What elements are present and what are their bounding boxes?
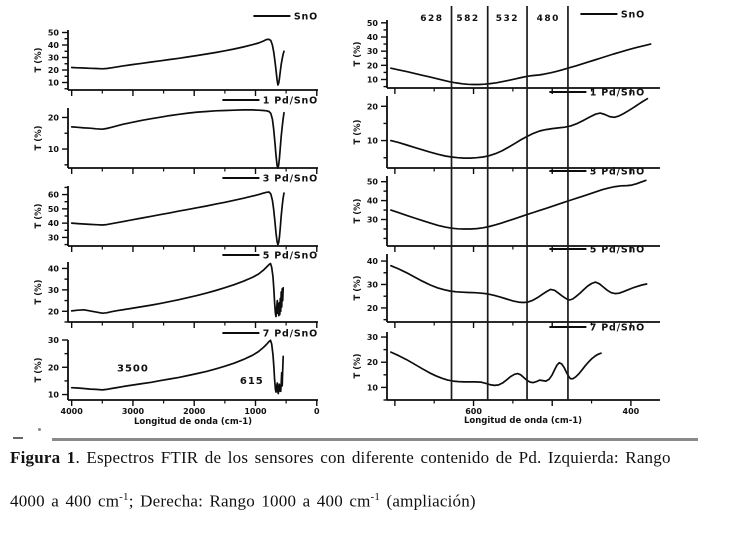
- y-tick-label: 50: [47, 28, 59, 38]
- x-tick-label: 2000: [183, 407, 206, 416]
- y-axis-title: T (%): [353, 353, 363, 379]
- y-tick-label: 30: [47, 53, 59, 63]
- y-tick-label: 10: [47, 390, 59, 400]
- legend-label: 7 Pd/SnO: [262, 328, 318, 340]
- y-axis-title: T (%): [34, 125, 44, 151]
- y-tick-label: 30: [366, 215, 378, 225]
- caption-line: Figura 1. Espectros FTIR de los sensores con diferente contenido de Pd. Izquierda: Rango: [10, 448, 671, 467]
- y-tick-label: 20: [47, 113, 59, 123]
- panel-left-3: [34, 174, 318, 253]
- spectrum-curve-left-1: [72, 39, 284, 85]
- caption-line: 4000 a 400 $cm^{-1}$; Derecha: Rango 1000 a 400 $cm^{-1}$ (ampliación): [10, 491, 476, 511]
- legend-label: 3 Pd/SnO: [262, 173, 318, 185]
- panel-right-2: [353, 88, 660, 175]
- peak-annotation: 3500: [117, 363, 149, 375]
- y-tick-label: 50: [47, 204, 59, 214]
- vline-label: 628: [420, 14, 444, 24]
- y-axis-title: T (%): [34, 279, 44, 305]
- legend-label: 5 Pd/SnO: [589, 244, 645, 256]
- x-tick-label: 4000: [60, 407, 83, 416]
- y-tick-label: 10: [366, 75, 378, 85]
- legend-label: 1 Pd/SnO: [589, 87, 645, 99]
- spectrum-curve-right-4: [391, 266, 647, 303]
- panel-right-3: [353, 167, 660, 253]
- y-tick-label: 10: [47, 78, 59, 88]
- y-tick-label: 50: [366, 177, 378, 187]
- x-tick-label: 400: [622, 407, 640, 416]
- y-tick-label: 30: [366, 280, 378, 290]
- x-axis-title: Longitud de onda (cm-1): [133, 417, 253, 427]
- y-axis-title: T (%): [353, 198, 363, 224]
- y-tick-label: 20: [366, 358, 378, 368]
- y-tick-label: 20: [366, 102, 378, 112]
- x-tick-label: 1000: [244, 407, 267, 416]
- panel-left-1: [34, 12, 318, 97]
- figure-caption-divider: [52, 438, 698, 441]
- y-tick-label: 40: [366, 257, 378, 267]
- legend-label: SnO: [620, 9, 645, 21]
- y-axis-title: T (%): [34, 203, 44, 229]
- column-right: [353, 6, 660, 426]
- y-axis-title: T (%): [34, 47, 44, 73]
- spectrum-curve-right-3: [391, 180, 646, 229]
- spectrum-curve-left-2: [72, 110, 284, 168]
- y-tick-label: 20: [366, 61, 378, 71]
- y-tick-label: 40: [47, 219, 59, 229]
- figure-caption: [10, 447, 734, 531]
- y-axis-title: T (%): [353, 119, 363, 145]
- panel-left-4: [34, 251, 318, 329]
- page-dot-artifact: [38, 428, 41, 431]
- panel-left-2: [34, 96, 318, 175]
- spectrum-curve-right-1: [391, 44, 651, 84]
- y-tick-label: 30: [366, 47, 378, 57]
- y-tick-label: 60: [47, 190, 59, 200]
- y-tick-label: 30: [47, 285, 59, 295]
- legend-label: 5 Pd/SnO: [262, 250, 318, 262]
- x-tick-label: 600: [465, 407, 482, 416]
- y-tick-label: 40: [366, 196, 378, 206]
- spectrum-curve-left-4: [72, 264, 284, 317]
- y-tick-label: 30: [47, 233, 59, 243]
- panel-right-4: [353, 245, 660, 329]
- y-tick-label: 50: [366, 18, 378, 28]
- panel-right-5: [353, 323, 660, 427]
- y-tick-label: 40: [366, 33, 378, 42]
- legend-label: 7 Pd/SnO: [589, 322, 645, 334]
- column-left: [34, 12, 320, 428]
- y-tick-label: 10: [366, 383, 378, 393]
- x-axis-title: Longitud de onda (cm-1): [463, 416, 583, 426]
- y-axis-title: T (%): [34, 357, 44, 383]
- y-tick-label: 30: [366, 333, 378, 343]
- spectrum-curve-right-5: [391, 352, 601, 385]
- y-axis-title: T (%): [353, 275, 363, 301]
- vline-label: 480: [536, 14, 560, 24]
- y-tick-label: 20: [366, 303, 378, 313]
- y-tick-label: 20: [47, 363, 59, 373]
- spectrum-curve-right-2: [391, 99, 648, 158]
- legend-label: 3 Pd/SnO: [589, 166, 645, 178]
- legend-label: SnO: [293, 11, 318, 23]
- legend-label: 1 Pd/SnO: [262, 95, 318, 107]
- y-tick-label: 10: [366, 136, 378, 146]
- peak-annotation: 615: [239, 375, 264, 387]
- panel-left-5: [34, 329, 320, 428]
- vline-label: 582: [456, 14, 480, 24]
- y-tick-label: 20: [47, 307, 59, 317]
- x-tick-label: 0: [313, 407, 320, 416]
- page-dash-artifact: [13, 437, 23, 439]
- x-tick-label: 3000: [121, 407, 145, 416]
- spectrum-curve-left-3: [72, 192, 284, 245]
- y-tick-label: 40: [47, 41, 59, 50]
- y-axis-title: T (%): [353, 41, 363, 67]
- y-tick-label: 30: [47, 336, 59, 345]
- y-tick-label: 40: [47, 264, 59, 274]
- vline-label: 532: [495, 14, 520, 24]
- y-tick-label: 20: [47, 66, 59, 75]
- y-tick-label: 10: [47, 145, 59, 155]
